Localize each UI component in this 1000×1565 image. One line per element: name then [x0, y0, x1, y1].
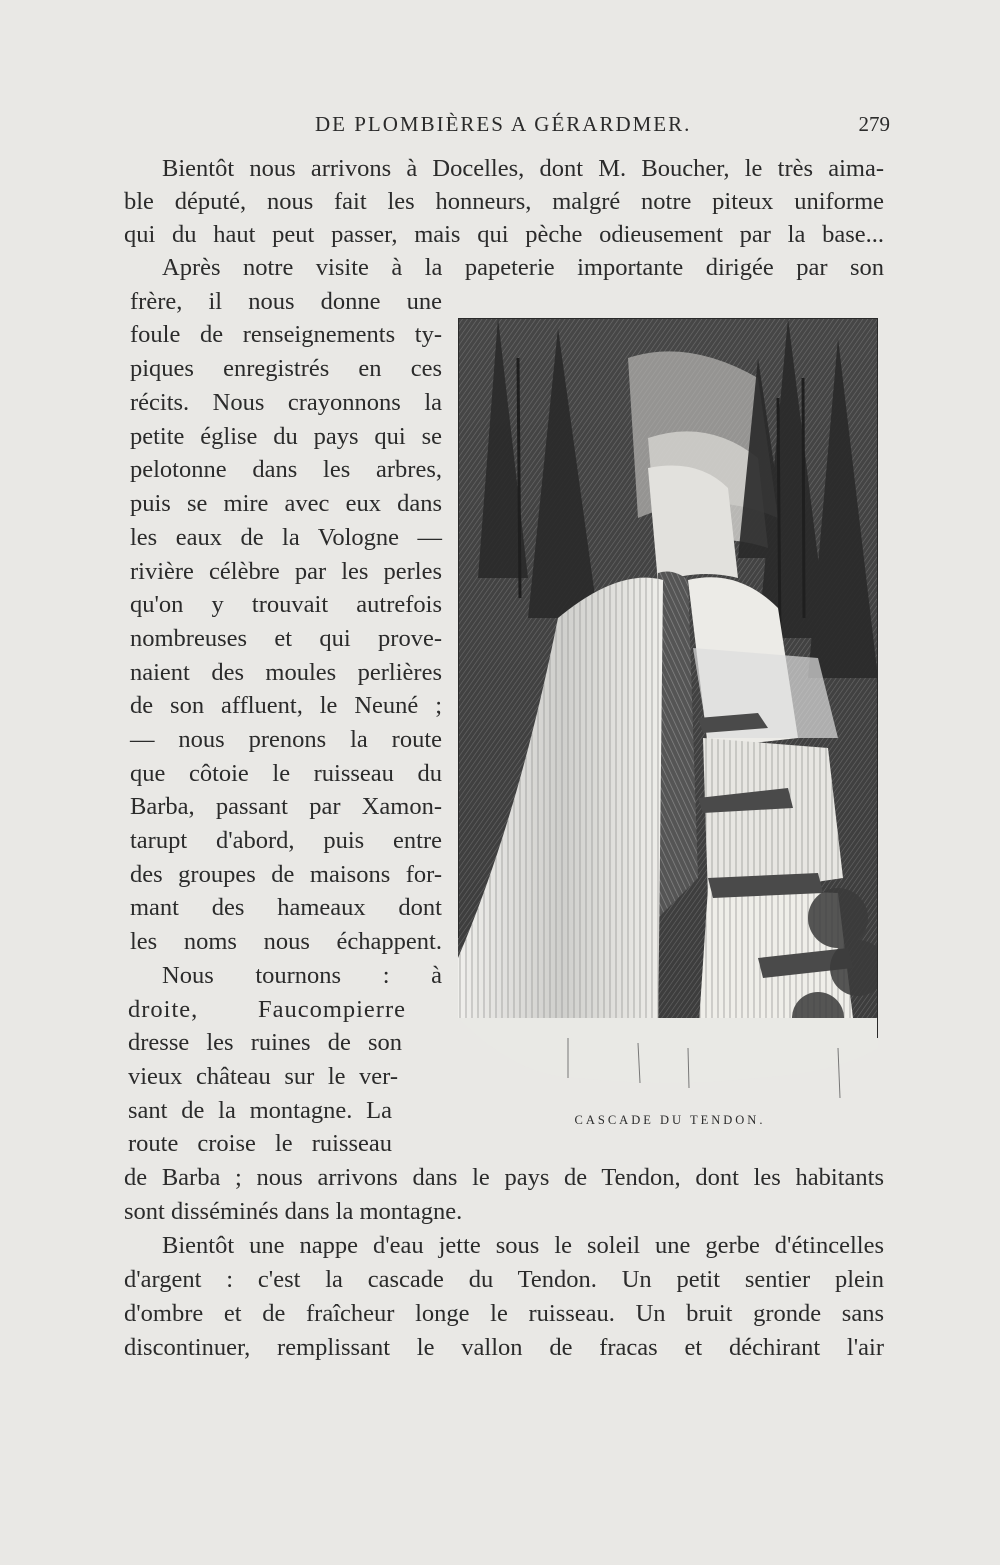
text-line: les eaux de la Vologne —: [130, 524, 442, 551]
text-line: nombreuses et qui prove-: [130, 625, 442, 652]
figure-caption: CASCADE DU TENDON.: [574, 1113, 766, 1127]
text-line: Après notre visite à la papeterie importante dirigée par son: [162, 254, 884, 281]
text-line: qui du haut peut passer, mais qui pèche odieusement par la base...: [124, 221, 884, 248]
text-line: foule de renseignements ty-: [130, 321, 442, 348]
text-line: Nous tournons : à: [162, 962, 442, 989]
text-line: pelotonne dans les arbres,: [130, 456, 442, 483]
text-line: Barba, passant par Xamon-: [130, 793, 442, 820]
text-line: ble député, nous fait les honneurs, malgré notre piteux uniforme: [124, 188, 884, 215]
text-line: piques enregistrés en ces: [130, 355, 442, 382]
text-line: frère, il nous donne une: [130, 288, 442, 315]
text-line: sont disséminés dans la montagne.: [124, 1198, 463, 1225]
text-line: d'ombre et de fraîcheur longe le ruisseau. Un bruit gronde sans: [124, 1300, 884, 1327]
text-line: vieux château sur le ver-: [128, 1063, 398, 1090]
text-line: qu'on y trouvait autrefois: [130, 591, 442, 618]
text-line: les noms nous échappent.: [130, 928, 442, 955]
text-line: mant des hameaux dont: [130, 894, 442, 921]
text-line: discontinuer, remplissant le vallon de fracas et déchirant l'air: [124, 1334, 884, 1361]
text-line: Bientôt nous arrivons à Docelles, dont M. Boucher, le très aima-: [162, 155, 884, 182]
text-line: naient des moules perlières: [130, 659, 442, 686]
text-line: Bientôt une nappe d'eau jette sous le soleil une gerbe d'étincelles: [162, 1232, 884, 1259]
text-line: des groupes de maisons for-: [130, 861, 442, 888]
text-line: petite église du pays qui se: [130, 423, 442, 450]
text-line: rivière célèbre par les perles: [130, 558, 442, 585]
text-line: de son affluent, le Neuné ;: [130, 692, 442, 719]
text-line: sant de la montagne. La: [128, 1097, 392, 1124]
waterfall-engraving: [458, 318, 878, 1108]
text-line: dresse les ruines de son: [128, 1029, 402, 1056]
text-line: récits. Nous crayonnons la: [130, 389, 442, 416]
page-number: 279: [858, 112, 890, 136]
text-line: d'argent : c'est la cascade du Tendon. Un petit sentier plein: [124, 1266, 884, 1293]
running-title: DE PLOMBIÈRES A GÉRARDMER.: [315, 112, 692, 136]
waterfall-illustration: [458, 318, 878, 1108]
text-line: — nous prenons la route: [130, 726, 442, 753]
text-line: puis se mire avec eux dans: [130, 490, 442, 517]
text-line: tarupt d'abord, puis entre: [130, 827, 442, 854]
text-line: route croise le ruisseau: [128, 1130, 392, 1157]
text-line: droite, Faucompierre: [128, 996, 406, 1023]
text-line: que côtoie le ruisseau du: [130, 760, 442, 787]
text-line: de Barba ; nous arrivons dans le pays de Tendon, dont les habitants: [124, 1164, 884, 1191]
page-header: [125, 112, 890, 142]
